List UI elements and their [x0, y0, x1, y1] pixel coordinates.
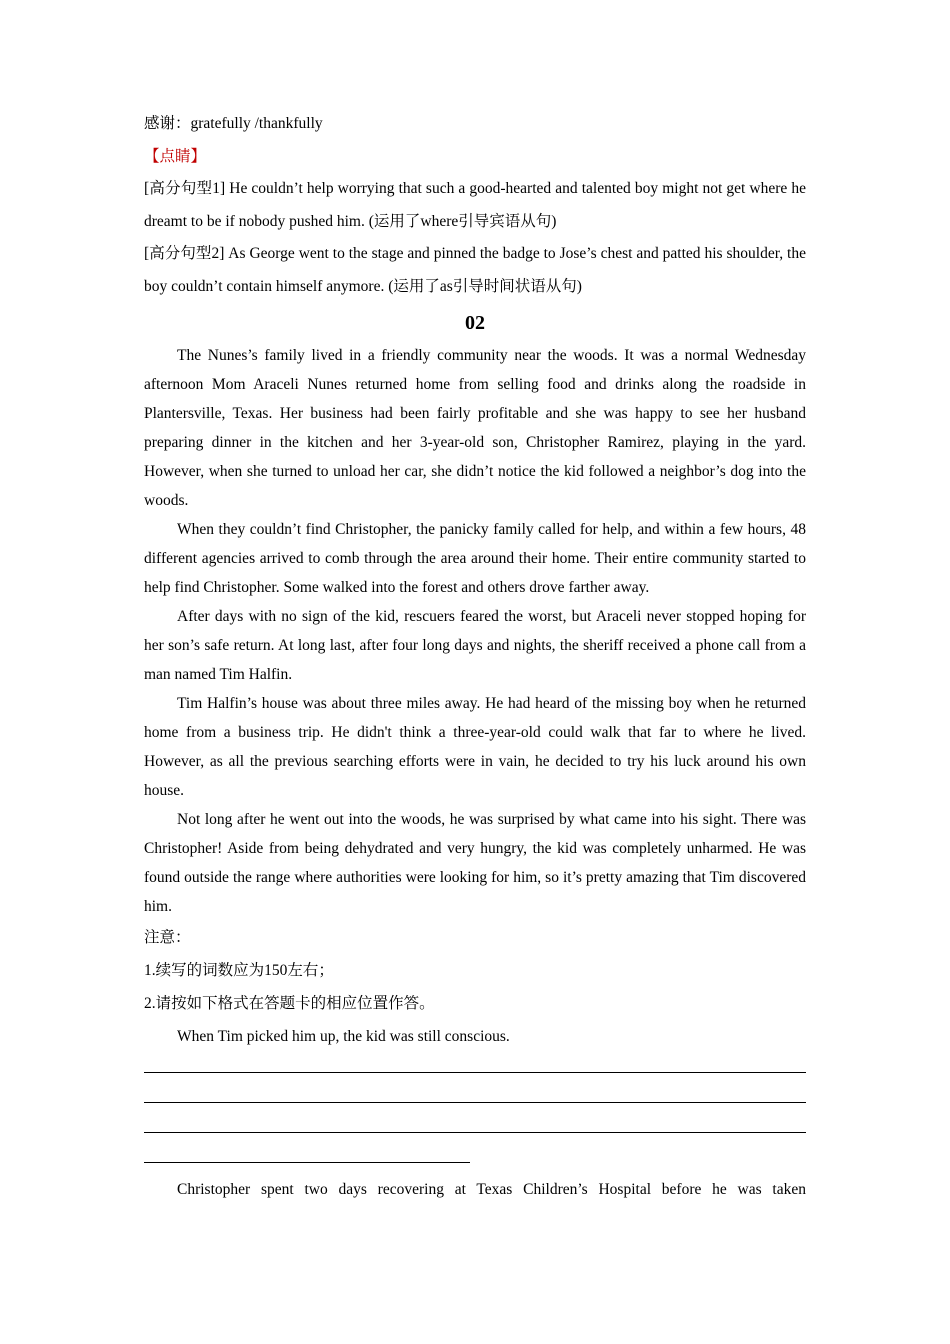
document-page [144, 108, 806, 1206]
note-1: 1.续写的词数应为150左右； [144, 962, 334, 979]
answer-line-short [144, 1162, 470, 1163]
key-sentence-1: [高分句型1] He couldn’t help worrying that such a good-hearted and talented boy might not get where he dreamt to be if nobody pushed him. (运用了where引导宾语从句) [144, 180, 806, 230]
continuation-prompt-1: When Tim picked him up, the kid was still conscious. [177, 1028, 510, 1045]
note-label: 注意： [144, 929, 191, 946]
thanks-line: 感谢：gratefully /thankfully [144, 115, 323, 132]
note-2: 2.请按如下格式在答题卡的相应位置作答。 [144, 995, 435, 1012]
answer-line [144, 1102, 806, 1103]
story-paragraph: After days with no sign of the kid, rescuers feared the worst, but Araceli never stopped hoping for her son’s safe return. At long last, after four long days and nights, the sheriff received a phone call from a man named Tim Halfin. [144, 608, 806, 683]
story-paragraph: The Nunes’s family lived in a friendly community near the woods. It was a normal Wednesday afternoon Mom Araceli Nunes returned home from selling food and drinks along the roadside in Plantersville, Texas. Her business had been fairly profitable and she was happy to see her husband preparing dinner in the kitchen and her 3-year-old son, Christopher Ramirez, playing in the yard. However, when she turned to unload her car, she didn’t notice the kid followed a neighbor’s dog into the woods. [144, 347, 806, 509]
answer-line [144, 1132, 806, 1133]
answer-line [144, 1072, 806, 1073]
continuation-prompt-2: Christopher spent two days recovering at Texas Children’s Hospital before he was taken [177, 1181, 806, 1198]
story-paragraph: Tim Halfin’s house was about three miles away. He had heard of the missing boy when he returned home from a business trip. He didn't think a three-year-old could walk that far to where he lived. However, as all the previous searching efforts were in vain, he decided to try his luck around his own house. [144, 695, 806, 799]
key-sentence-2: [高分句型2] As George went to the stage and pinned the badge to Jose’s chest and patted his shoulder, the boy couldn’t contain himself anymore. (运用了as引导时间状语从句) [144, 245, 806, 295]
dianjing-heading: 【点睛】 [144, 147, 207, 165]
story-paragraph: Not long after he went out into the woods, he was surprised by what came into his sight. There was Christopher! Aside from being dehydrated and very hungry, the kid was completely unharmed. He was found outside the range where authorities were looking for him, so it’s pretty amazing that Tim discovered him. [144, 811, 806, 915]
story-paragraph: When they couldn’t find Christopher, the panicky family called for help, and within a few hours, 48 different agencies arrived to comb through the area around their home. Their entire community started to help find Christopher. Some walked into the forest and others drove farther away. [144, 521, 806, 596]
section-number: 02 [465, 312, 485, 334]
